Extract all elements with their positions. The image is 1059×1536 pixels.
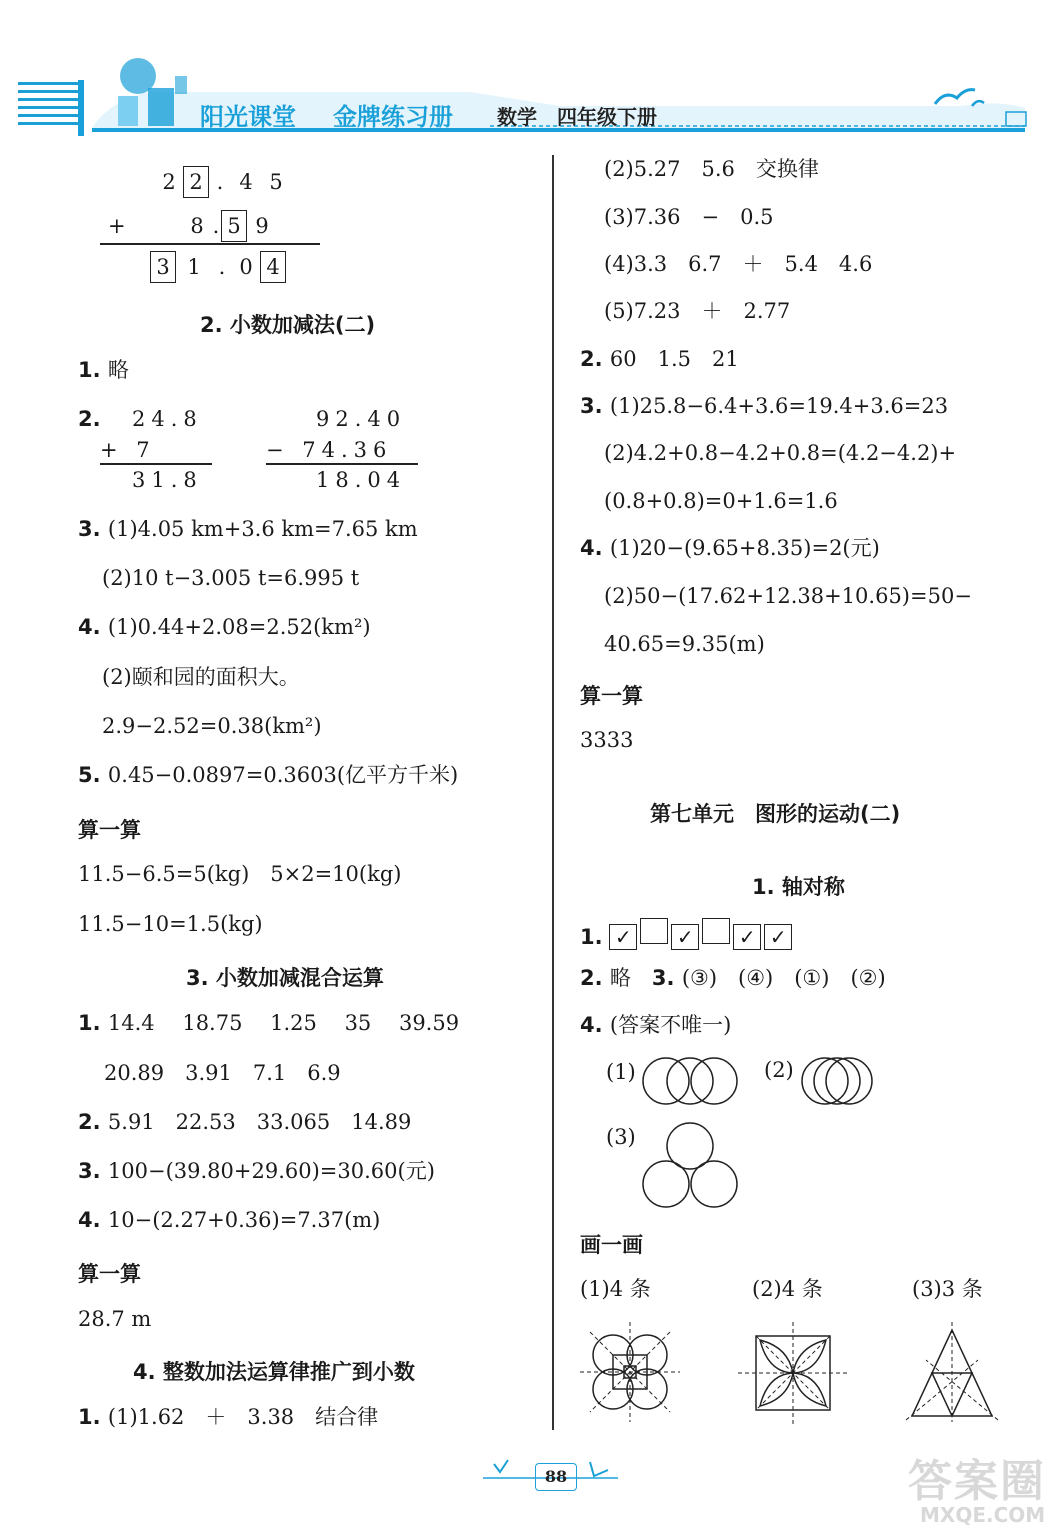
s3-answer-1b: 20.89 3.91 7.1 6.9 <box>104 1061 341 1085</box>
r-line-2: (3)7.36 − 0.5 <box>604 205 774 229</box>
calc-row-1: 2 2 . 4 5 <box>155 166 291 198</box>
q4-2-label: (2) <box>764 1058 794 1082</box>
section-title-2: 2. 小数加减法(二) <box>200 313 376 337</box>
vertical-calc-b-row2: − 74.36 <box>266 438 393 462</box>
suanyisuan-b: 11.5−10=1.5(kg) <box>78 912 263 936</box>
watermark-url: MXQE.COM <box>920 1503 1046 1527</box>
answer-box: 3 <box>150 251 176 283</box>
calc-row-2: + 8 . 5 9 <box>108 210 277 242</box>
book-subtitle: 金牌练习册 <box>333 103 453 131</box>
answer-5: 5. 0.45−0.0897=0.3603(亿平方千米) <box>78 763 459 787</box>
q4-3-label: (3) <box>606 1125 636 1149</box>
r-line-7: (2)4.2+0.8−4.2+0.8=(4.2−4.2)+ <box>604 441 957 465</box>
check-box: ✓ <box>764 924 792 950</box>
symmetry-figure-circles <box>578 1320 682 1424</box>
answer-2-label: 2. <box>78 407 101 431</box>
calc-row-3: 3 1 . 0 4 <box>150 251 286 283</box>
section-title-4: 4. 整数加法运算律推广到小数 <box>133 1360 415 1384</box>
vertical-calc-a-row1: 24.8 <box>132 407 203 431</box>
page-header <box>0 0 1059 150</box>
suanyisuan-title-2: 算一算 <box>78 1262 141 1286</box>
s3-answer-2: 2. 5.91 22.53 33.065 14.89 <box>78 1110 412 1134</box>
answer-4a: 4. (1)0.44+2.08=2.52(km²) <box>78 615 371 639</box>
calc-line <box>100 243 320 245</box>
r-line-8: (0.8+0.8)=0+1.6=1.6 <box>604 489 838 513</box>
suanyisuan-3a: 3333 <box>580 728 634 752</box>
page-number: 88 <box>535 1463 577 1491</box>
vertical-calc-b-row1: 92.40 <box>316 407 407 431</box>
vertical-calc-a-row3: 31.8 <box>132 468 203 492</box>
answer-4c: 2.9−2.52=0.38(km²) <box>102 714 322 738</box>
q2-q3-row: 2. 略 3. (③) (④) (①) (②) <box>580 966 886 990</box>
calc-line <box>100 463 212 465</box>
triangle-circles-figure <box>640 1120 740 1212</box>
answer-1: 1. 略 <box>78 358 129 382</box>
check-box: ✓ <box>671 924 699 950</box>
column-divider <box>552 155 554 1430</box>
answer-box: 4 <box>260 251 286 283</box>
symmetry-figure-triangle <box>900 1320 1008 1424</box>
hua-3-label: (3)3 条 <box>912 1277 983 1301</box>
s3-answer-4: 4. 10−(2.27+0.36)=7.37(m) <box>78 1208 381 1232</box>
check-box: ✓ <box>609 924 637 950</box>
answer-3a: 3. (1)4.05 km+3.6 km=7.65 km <box>78 517 418 541</box>
s3-answer-3: 3. 100−(39.80+29.60)=30.60(元) <box>78 1159 435 1183</box>
r-line-9: 4. (1)20−(9.65+8.35)=2(元) <box>580 536 880 560</box>
q1-row: 1. ✓ ✓ ✓ ✓ <box>580 918 795 950</box>
suanyisuan-title-3: 算一算 <box>580 684 643 708</box>
r-line-3: (4)3.3 6.7 ＋ 5.4 4.6 <box>604 252 873 276</box>
r-line-1: (2)5.27 5.6 交换律 <box>604 157 819 181</box>
r-line-4: (5)7.23 ＋ 2.77 <box>604 299 791 323</box>
vertical-calc-a-row2: + 7 <box>100 438 156 462</box>
r-line-10: (2)50−(17.62+12.38+10.65)=50− <box>604 584 972 608</box>
check-box <box>702 918 730 944</box>
answer-3b: (2)10 t−3.005 t=6.995 t <box>102 566 360 590</box>
vertical-calc-b-row3: 18.04 <box>316 468 407 492</box>
section-title-3: 3. 小数加减混合运算 <box>186 966 384 990</box>
r-line-5: 2. 60 1.5 21 <box>580 347 739 371</box>
check-box <box>640 918 668 944</box>
book-title: 阳光课堂 <box>200 103 296 131</box>
answer-box: 5 <box>221 210 247 242</box>
s4-answer-1: 1. (1)1.62 ＋ 3.38 结合律 <box>78 1405 379 1429</box>
q4-row: 4. (答案不唯一) <box>580 1013 732 1037</box>
sub-1-title: 1. 轴对称 <box>752 875 845 899</box>
r-line-6: 3. (1)25.8−6.4+3.6=19.4+3.6=23 <box>580 394 949 418</box>
subject-grade: 数学 四年级下册 <box>497 105 657 129</box>
s3-answer-1a: 1. 14.4 18.75 1.25 35 39.59 <box>78 1011 460 1035</box>
huayihua-title: 画一画 <box>580 1233 643 1257</box>
hua-2-label: (2)4 条 <box>752 1277 823 1301</box>
hua-1-label: (1)4 条 <box>580 1277 651 1301</box>
calc-line <box>266 463 418 465</box>
suanyisuan-a: 11.5−6.5=5(kg) 5×2=10(kg) <box>78 862 402 886</box>
symmetry-figure-square <box>738 1322 850 1426</box>
answer-box: 2 <box>183 166 209 198</box>
answer-4b: (2)颐和园的面积大。 <box>102 665 300 689</box>
r-line-11: 40.65=9.35(m) <box>604 632 765 656</box>
watermark-logo: 答案圈 <box>908 1456 1046 1507</box>
q4-1-label: (1) <box>606 1060 636 1084</box>
three-circles-row-figure <box>640 1055 740 1107</box>
unit-7-title: 第七单元 图形的运动(二) <box>650 802 901 826</box>
check-box: ✓ <box>733 924 761 950</box>
suanyisuan-2a: 28.7 m <box>78 1307 152 1331</box>
suanyisuan-title: 算一算 <box>78 818 141 842</box>
overlapping-circles-figure <box>800 1055 874 1107</box>
